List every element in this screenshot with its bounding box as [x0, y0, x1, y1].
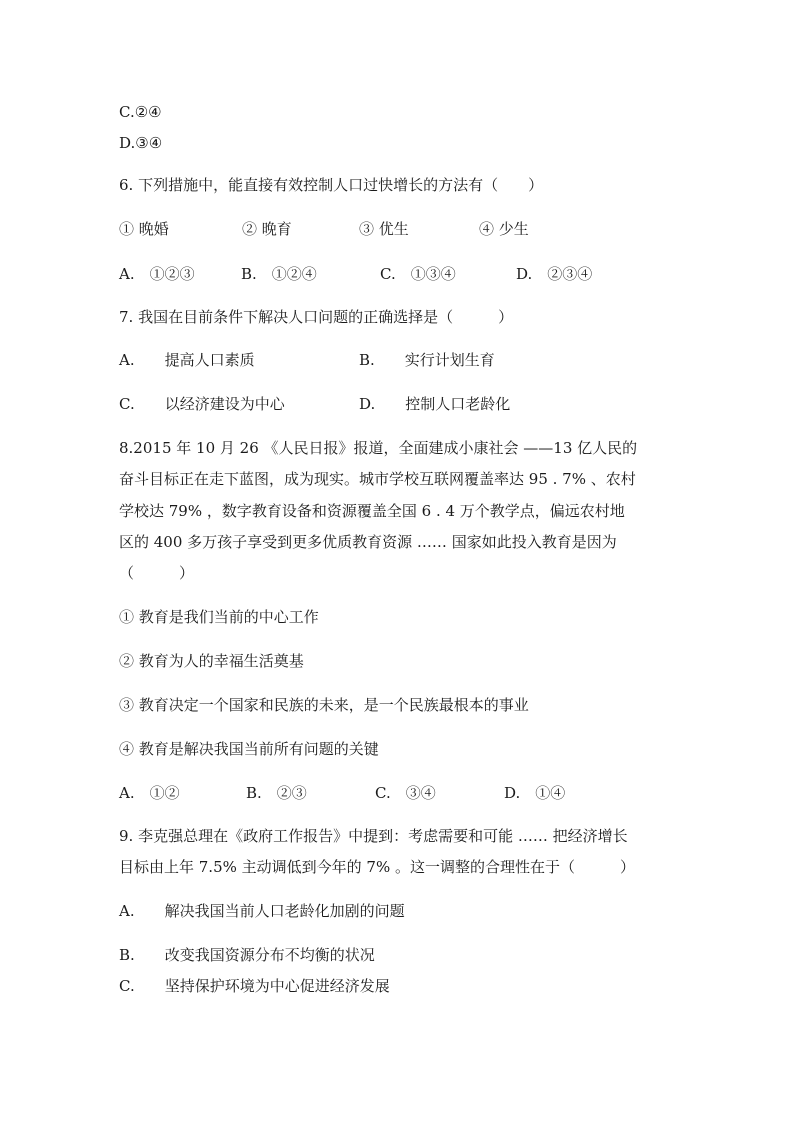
q6-option-a[interactable]: A. ①②③ [119, 265, 195, 283]
question-9-stem-line-1: 9. 李克强总理在《政府工作报告》中提到：考虑需要和可能 …… 把经济增长 [119, 827, 628, 845]
question-9-stem-line-2: 目标由上年 7.5% 主动调低到今年的 7% 。这一调整的合理性在于（ ） [119, 858, 635, 876]
q6-option-d[interactable]: D. ②③④ [516, 265, 593, 283]
q7-option-c[interactable]: C. 以经济建设为中心 [119, 395, 285, 413]
q7-option-d[interactable]: D. 控制人口老龄化 [359, 395, 511, 413]
q6-option-b[interactable]: B. ①②④ [241, 265, 317, 283]
q8-option-c[interactable]: C. ③④ [375, 784, 436, 802]
q8-option-a[interactable]: A. ①② [119, 784, 180, 802]
option-c-prev: C.②④ [119, 103, 162, 121]
q8-item-4: ④ 教育是解决我国当前所有问题的关键 [119, 740, 379, 758]
question-8-stem-line-3: 学校达 79% ，数字教育设备和资源覆盖全国 6 . 4 万个教学点，偏远农村地 [119, 502, 625, 520]
q7-option-b[interactable]: B. 实行计划生育 [359, 351, 495, 369]
q8-item-2: ② 教育为人的幸福生活奠基 [119, 652, 304, 670]
q6-item-3: ③ 优生 [359, 220, 409, 238]
q9-option-c[interactable]: C. 坚持保护环境为中心促进经济发展 [119, 977, 390, 995]
option-d-prev: D.③④ [119, 134, 163, 152]
q6-option-c[interactable]: C. ①③④ [380, 265, 456, 283]
question-7-stem: 7. 我国在目前条件下解决人口问题的正确选择是（ ） [119, 308, 514, 326]
q8-item-3: ③ 教育决定一个国家和民族的未来，是一个民族最根本的事业 [119, 696, 529, 714]
q8-option-d[interactable]: D. ①④ [504, 784, 566, 802]
q6-item-1: ① 晚婚 [119, 220, 169, 238]
q9-option-a[interactable]: A. 解决我国当前人口老龄化加剧的问题 [119, 902, 405, 920]
question-8-stem-line-2: 奋斗目标正在走下蓝图，成为现实。城市学校互联网覆盖率达 95 . 7% 、农村 [119, 470, 636, 488]
q9-option-b[interactable]: B. 改变我国资源分布不均衡的状况 [119, 946, 375, 964]
question-8-stem-line-1: 8.2015 年 10 月 26 《人民日报》报道，全面建成小康社会 ——13 亿人民的 [119, 439, 638, 457]
q7-option-a[interactable]: A. 提高人口素质 [119, 351, 255, 369]
q6-item-2: ② 晚育 [242, 220, 292, 238]
question-8-stem-line-4: 区的 400 多万孩子享受到更多优质教育资源 …… 国家如此投入教育是因为 [119, 533, 617, 551]
q8-option-b[interactable]: B. ②③ [246, 784, 307, 802]
q6-item-4: ④ 少生 [479, 220, 529, 238]
question-6-stem: 6. 下列措施中，能直接有效控制人口过快增长的方法有（ ） [119, 176, 544, 194]
question-8-stem-line-5: （ ） [119, 564, 195, 582]
q8-item-1: ① 教育是我们当前的中心工作 [119, 608, 319, 626]
